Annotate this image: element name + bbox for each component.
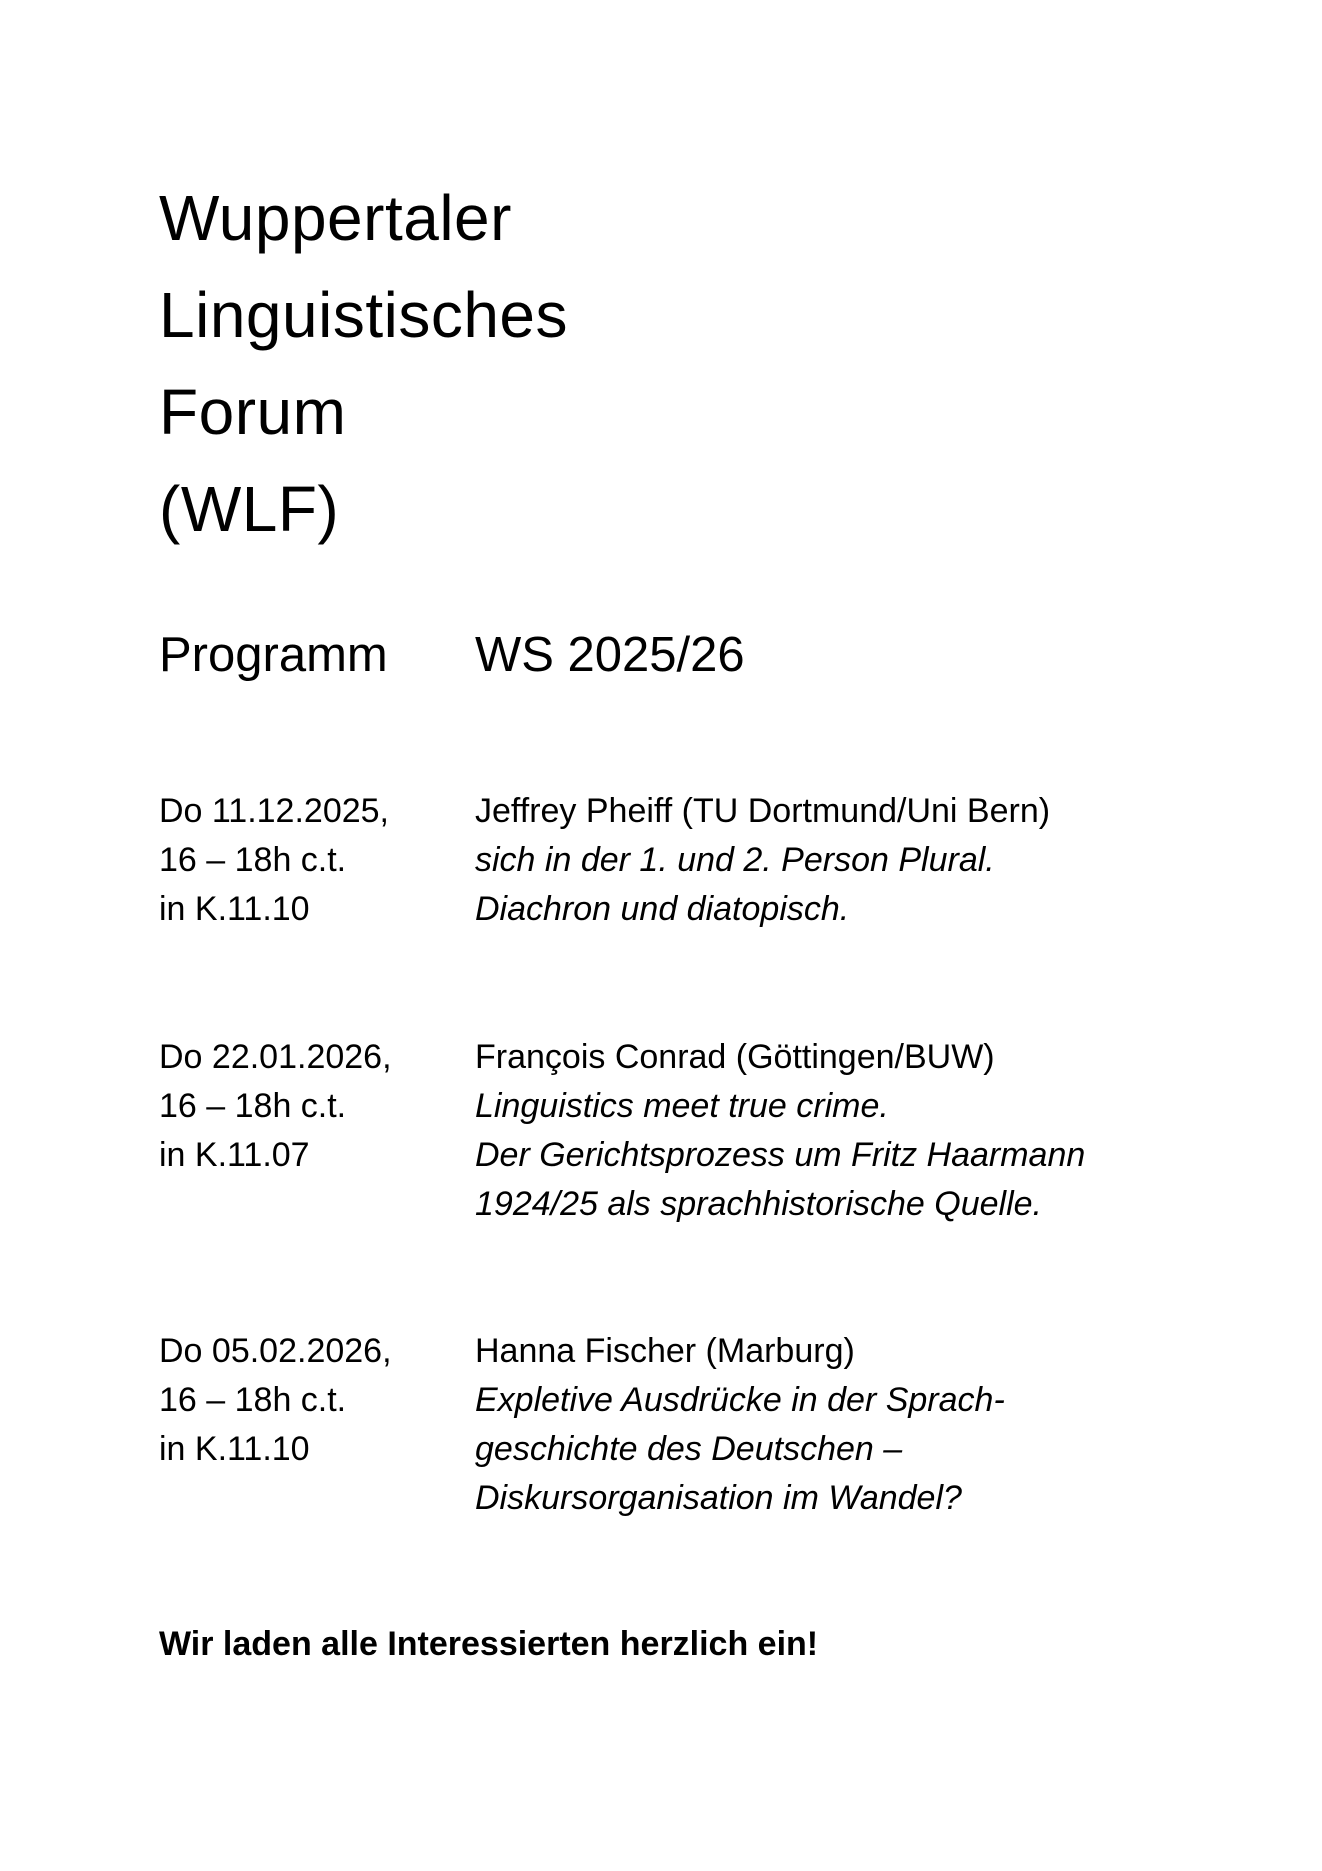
event-talk-title-line: Linguistics meet true crime.	[475, 1087, 889, 1125]
event-talk-title-line: 1924/25 als sprachhistorische Quelle.	[475, 1185, 1042, 1223]
event-time: 16 – 18h c.t.	[159, 841, 347, 879]
event-speaker: Hanna Fischer (Marburg)	[475, 1332, 855, 1370]
event-time: 16 – 18h c.t.	[159, 1087, 347, 1125]
event-room: in K.11.07	[159, 1136, 310, 1174]
event-date: Do 05.02.2026,	[159, 1332, 392, 1370]
event-talk-title-line: geschichte des Deutschen –	[475, 1430, 903, 1468]
event-talk-title-line: Diskursorganisation im Wandel?	[475, 1479, 962, 1517]
event-date: Do 22.01.2026,	[159, 1038, 392, 1076]
event-talk-title-line: Diachron und diatopisch.	[475, 890, 850, 928]
title-line: Forum	[159, 376, 347, 448]
event-details	[475, 787, 1175, 934]
title-line: Linguistisches	[159, 279, 568, 351]
event-talk-title-line: sich in der 1. und 2. Person Plural.	[475, 841, 995, 879]
title-line: (WLF)	[159, 473, 340, 545]
invitation-text: Wir laden alle Interessierten herzlich ein!	[159, 1625, 819, 1663]
event-date: Do 11.12.2025,	[159, 792, 389, 830]
event-schedule	[159, 1033, 469, 1180]
event-details	[475, 1033, 1175, 1229]
event-details	[475, 1327, 1175, 1523]
event-speaker: Jeffrey Pheiff (TU Dortmund/Uni Bern)	[475, 792, 1051, 830]
event-speaker: François Conrad (Göttingen/BUW)	[475, 1038, 995, 1076]
forum-title	[159, 170, 568, 558]
event-room: in K.11.10	[159, 1430, 310, 1468]
event-schedule	[159, 787, 469, 934]
event-talk-title-line: Der Gerichtsprozess um Fritz Haarmann	[475, 1136, 1086, 1174]
program-heading	[159, 620, 1159, 690]
event-talk-title-line: Expletive Ausdrücke in der Sprach-	[475, 1381, 1005, 1419]
event-room: in K.11.10	[159, 890, 310, 928]
event-schedule	[159, 1327, 469, 1474]
program-label: Programm	[159, 628, 388, 682]
event-time: 16 – 18h c.t.	[159, 1381, 347, 1419]
title-line: Wuppertaler	[159, 182, 512, 254]
program-term: WS 2025/26	[475, 628, 745, 682]
